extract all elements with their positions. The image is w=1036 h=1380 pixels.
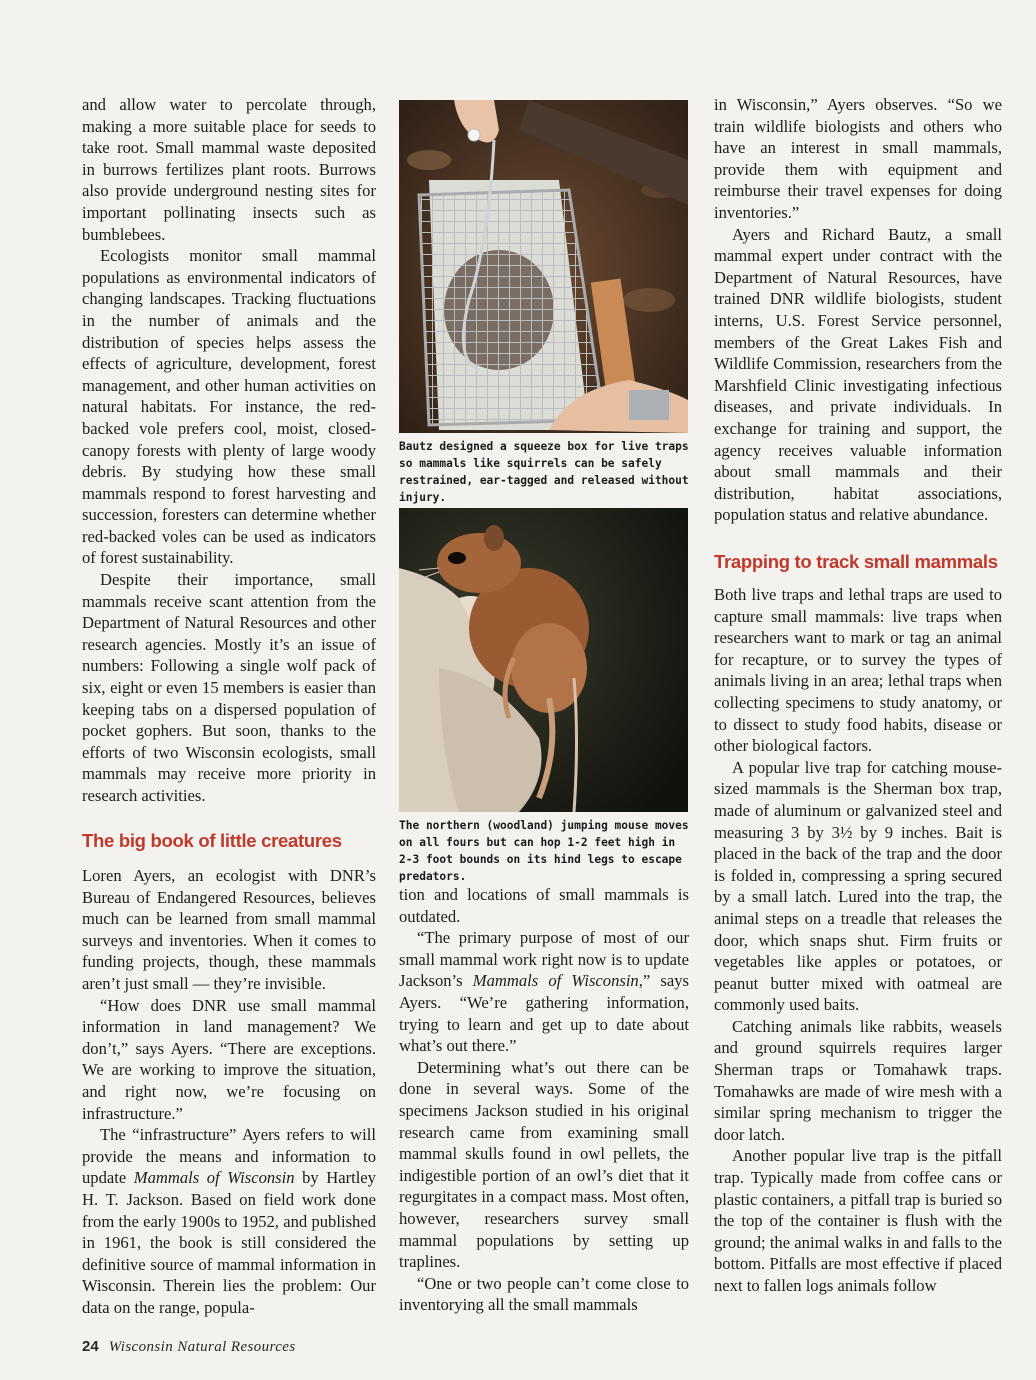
paragraph: tion and locations of small mammals is outdated. [399,885,689,926]
text-run: ,” says Ayers. “We’re gathering information, trying to learn and get up to date about what’s out there.” [399,971,689,1056]
text-run: The “infrastructure” Ayers refers to will provide the means and information to update [82,1125,376,1188]
mouse-photo-illustration [399,508,688,812]
paragraph: in Wisconsin,” Ayers observes. “So we train wildlife biologists and others who have an interest in small mammals, provide them with equipment and reimburse their travel expenses for doing inventories.” [714,95,1002,222]
paragraph: “How does DNR use small mammal information in land management? We don’t,” says Ayers. “There are exceptions. We are working to improve the situation, and right now, we’re focusing on infrastructure.” [82,995,376,1123]
column-2-text [399,884,689,1316]
page-number: 24 [82,1338,99,1355]
photo-caption-jumping-mouse: The northern (woodland) jumping mouse moves on all fours but can hop 1-2 feet high in 2-3 foot bounds on its hind legs to escape predators. [399,819,689,883]
paragraph [82,1124,376,1318]
text-run: “The primary purpose of most of our small mammal work right now is to update Jackson’s [399,928,689,991]
photo-credit: RICHARD BAUTZ [690,726,700,810]
paragraph: Loren Ayers, an ecologist with DNR’s Bureau of Endangered Resources, believes much can be learned from small mammal surveys and inventories. When it comes to funding projects, though, these mammals aren’t just small — they’re invisible. [82,866,376,993]
section-heading-big-book: The big book of little creatures [82,830,342,851]
paragraph: A popular live trap for catching mouse-sized mammals is the Sherman box trap, made of aluminum or galvanized steel and measuring 3 by 3½ by 9 inches. Bait is placed in the back of the trap and the door is folded in, compressing a spring secured by a small latch. Lured into the trap, the animal steps on a treadle that releases the door, which snaps shut. Firm fruits or vegetables like apples or potatoes, or peanut butter mixed with oatmeal are commonly used baits. [714,757,1002,1015]
section-heading-trapping: Trapping to track small mammals [714,551,998,572]
publication-name: Wisconsin Natural Resources [108,1339,296,1355]
paragraph [399,927,689,1057]
paragraph: Ecologists monitor small mammal populations as environmental indicators of changing landscapes. Tracking fluctuations in the number of animals and the distribution of species helps assess the effects of agriculture, development, forest management, and other human activities on natural habitats. For instance, the red-backed vole prefers cool, moist, closed-canopy forests with plenty of large woody debris. By studying how these small mammals respond to forest harvesting and succession, foresters can determine whether red-backed voles can be used as indicators of forest sustainability. [82,246,376,568]
page-footer [82,1338,296,1356]
paragraph: “One or two people can’t come close to inventorying all the small mammals [399,1273,689,1315]
paragraph: and allow water to percolate through, making a more suitable place for seeds to take root. Small mammal waste deposited in burrows fertilizes plant roots. Burrows also provide underground nesting sites for important pollinating insects such as bumblebees. [82,95,376,244]
photo-caption-squeeze-box: Bautz designed a squeeze box for live traps so mammals like squirrels can be safely restrained, ear-tagged and released without injury. [399,440,689,504]
photo-credit: RICHARD BAUTZ [690,350,700,434]
trap-photo-illustration [399,100,688,433]
paragraph: Despite their importance, small mammals receive scant attention from the Department of Natural Resources and other research agencies. Mostly it’s an issue of numbers: Following a single wolf pack of six, eight or even 15 members is easier than keeping tabs on a dispersed population of pocket gophers. But soon, thanks to the efforts of two Wisconsin ecologists, small mammals may receive more priority in research activities. [82,570,376,805]
photo-squeeze-box-trap [399,100,700,434]
photo-jumping-mouse [399,508,700,812]
book-title: Mammals of Wisconsin [472,971,639,991]
paragraph: Another popular live trap is the pitfall trap. Typically made from coffee cans or plastic containers, a pitfall trap is buried so the top of the container is flush with the ground; the animal walks in and falls to the bottom. Pitfalls are most effective if placed next to fallen logs animals follow [714,1146,1002,1295]
column-1-text [82,94,376,807]
book-title: Mammals of Wisconsin [133,1168,295,1188]
paragraph: Determining what’s out there can be done in several ways. Some of the specimens Jackson studied in his original research came from examining small mammal skulls found in owl pellets, the indigestible portion of an owl’s diet that it regurgitates in a compact mass. Most often, however, researchers survey small mammal populations by setting up traplines. [399,1057,689,1272]
column-1-section-text [82,865,376,1318]
column-3-text [714,94,1002,526]
column-3-section-text [714,584,1002,1297]
text-run: by Hartley H. T. Jackson. Based on field work done from the early 1900s to 1952, and published in 1961, the book is still considered the definitive source of mammal information in Wisconsin. Therein lies the problem: Our data on the range, popula- [82,1168,376,1317]
paragraph: Catching animals like rabbits, weasels and ground squirrels requires larger Sherman traps or Tomahawk traps. Tomahawks are made of wire mesh with a similar spring mechanism to trigger the door latch. [714,1016,1002,1144]
paragraph: Both live traps and lethal traps are used to capture small mammals: live traps when researchers want to mark or tag an animal for recapture, or to survey the types of animals living in an area; lethal traps when collecting specimens to study anatomy, or to dissect to study food habits, disease or other biological factors. [714,585,1002,756]
paragraph: Ayers and Richard Bautz, a small mammal expert under contract with the Department of Natural Resources, have trained DNR wildlife biologists, student interns, U.S. Forest Service personnel, members of the Great Lakes Fish and Wildlife Commission, researchers from the Marshfield Clinic investigating infectious diseases, and private individuals. In exchange for training and support, the agency receives valuable information about small mammals and their distribution, habitat associations, population status and relative abundance. [714,224,1002,525]
